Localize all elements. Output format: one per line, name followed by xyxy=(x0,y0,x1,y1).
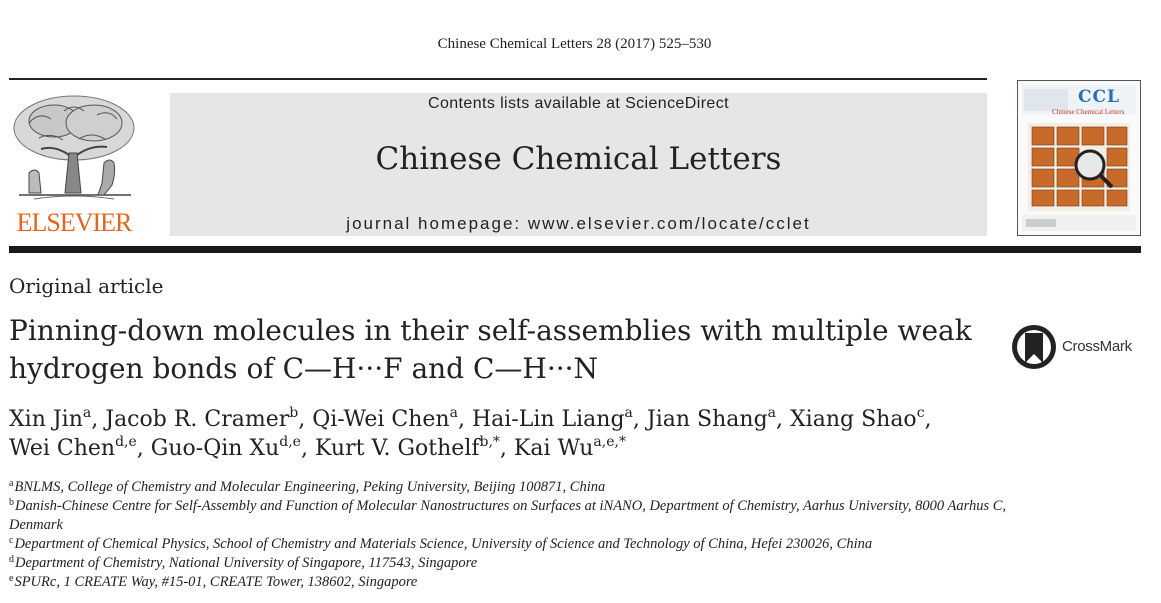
affiliation-item xyxy=(9,535,1009,554)
elsevier-logo[interactable] xyxy=(9,93,139,238)
crossmark-icon xyxy=(1010,323,1058,371)
contents-availability[interactable]: Contents lists available at ScienceDirect xyxy=(428,95,729,112)
author-name[interactable]: Jian Shang xyxy=(646,407,768,432)
header-rule xyxy=(9,78,987,80)
affiliation-text: BNLMS, College of Chemistry and Molecular Engineering, Peking University, Beijing 100871, China xyxy=(14,479,606,495)
author-affil-marker: a,e,* xyxy=(593,434,626,450)
author-name[interactable]: Hai-Lin Liang xyxy=(471,407,625,432)
author-line-1: Xin Jin$^a$, Jacob R. Cramer$^b$, Qi-Wei Chen$^a$, Hai-Lin Liang$^a$, Jian Shang$^a$, Xiang Shao$^c$, xyxy=(9,405,932,432)
affiliation-marker: a xyxy=(9,478,14,489)
article-type: Original article xyxy=(9,274,164,298)
author-affil-marker: c xyxy=(916,405,925,421)
affiliation-item xyxy=(9,554,1009,573)
author-affil-marker: d,e xyxy=(115,434,137,450)
journal-cover-thumbnail[interactable] xyxy=(1017,80,1141,236)
journal-name: Chinese Chemical Letters xyxy=(375,141,782,177)
affiliation-text: Department of Chemical Physics, School of Chemistry and Materials Science, University of Science and Technology of China, Hefei 230026, China xyxy=(14,536,873,552)
title-line-2: hydrogen bonds of C—H···F and C—H···N xyxy=(9,352,599,385)
author-line-2: Wei Chen$^{d,e}$, Guo-Qin Xu$^{d,e}$, Kurt V. Gothelf$^{b,*}$, Kai $Wu^{a,e,*}$ xyxy=(9,434,626,461)
affiliation-marker: b xyxy=(9,497,14,508)
author-affil-marker: a xyxy=(82,405,92,421)
author-affil-marker: d,e xyxy=(279,434,301,450)
author-name[interactable]: Qi-Wei Chen xyxy=(312,407,450,432)
author-name[interactable]: Guo-Qin Xu xyxy=(150,436,280,461)
affiliation-marker: d xyxy=(9,554,14,565)
affiliation-item xyxy=(9,573,1009,592)
author-affil-marker: b xyxy=(289,405,299,421)
affiliation-text: Danish-Chinese Centre for Self-Assembly and Function of Molecular Nanostructures on Surfaces at iNANO, Department of Chemistry, Aarhus University, 8000 Aarhus C, Denmark xyxy=(9,498,1007,533)
title-line-1: Pinning-down molecules in their self-assemblies with multiple weak xyxy=(9,314,972,347)
affiliation-item xyxy=(9,478,1009,497)
author-affil-marker: a xyxy=(767,405,777,421)
journal-banner xyxy=(170,93,987,236)
author-name[interactable]: Jacob R. Cramer xyxy=(105,407,290,432)
journal-citation: Chinese Chemical Letters 28 (2017) 525–530 xyxy=(437,36,712,52)
author-affil-marker: a xyxy=(624,405,633,421)
author-name[interactable]: Kai Wu xyxy=(513,436,594,461)
author-name[interactable]: Xin Jin xyxy=(9,407,83,432)
cover-abbrev: CCL xyxy=(1078,87,1121,107)
elsevier-wordmark: ELSEVIER xyxy=(16,208,132,237)
author-affil-marker: b,* xyxy=(479,434,500,450)
affiliation-text: Department of Chemistry, National University of Singapore, 117543, Singapore xyxy=(15,555,478,571)
article-title xyxy=(9,312,999,388)
affiliation-list xyxy=(9,478,1009,592)
author-name[interactable]: Kurt V. Gothelf xyxy=(314,436,480,461)
cover-subtitle: Chinese Chemical Letters xyxy=(1052,108,1125,116)
affiliation-item xyxy=(9,497,1009,535)
journal-homepage-link[interactable]: journal homepage: www.elsevier.com/locate/cclet xyxy=(346,214,811,233)
author-name[interactable]: Xiang Shao xyxy=(790,407,917,432)
affiliation-text: SPURc, 1 CREATE Way, #15-01, CREATE Tower, 138602, Singapore xyxy=(14,574,418,590)
author-affil-marker: a xyxy=(449,405,458,421)
author-list xyxy=(9,405,1009,463)
author-name[interactable]: Wei Chen xyxy=(9,436,116,461)
banner-divider xyxy=(9,246,1141,253)
affiliation-marker: e xyxy=(9,573,14,584)
crossmark-label: CrossMark xyxy=(1062,338,1132,355)
elsevier-tree-icon xyxy=(9,93,139,208)
affiliation-marker: c xyxy=(9,535,14,546)
crossmark-button[interactable] xyxy=(1010,323,1145,373)
